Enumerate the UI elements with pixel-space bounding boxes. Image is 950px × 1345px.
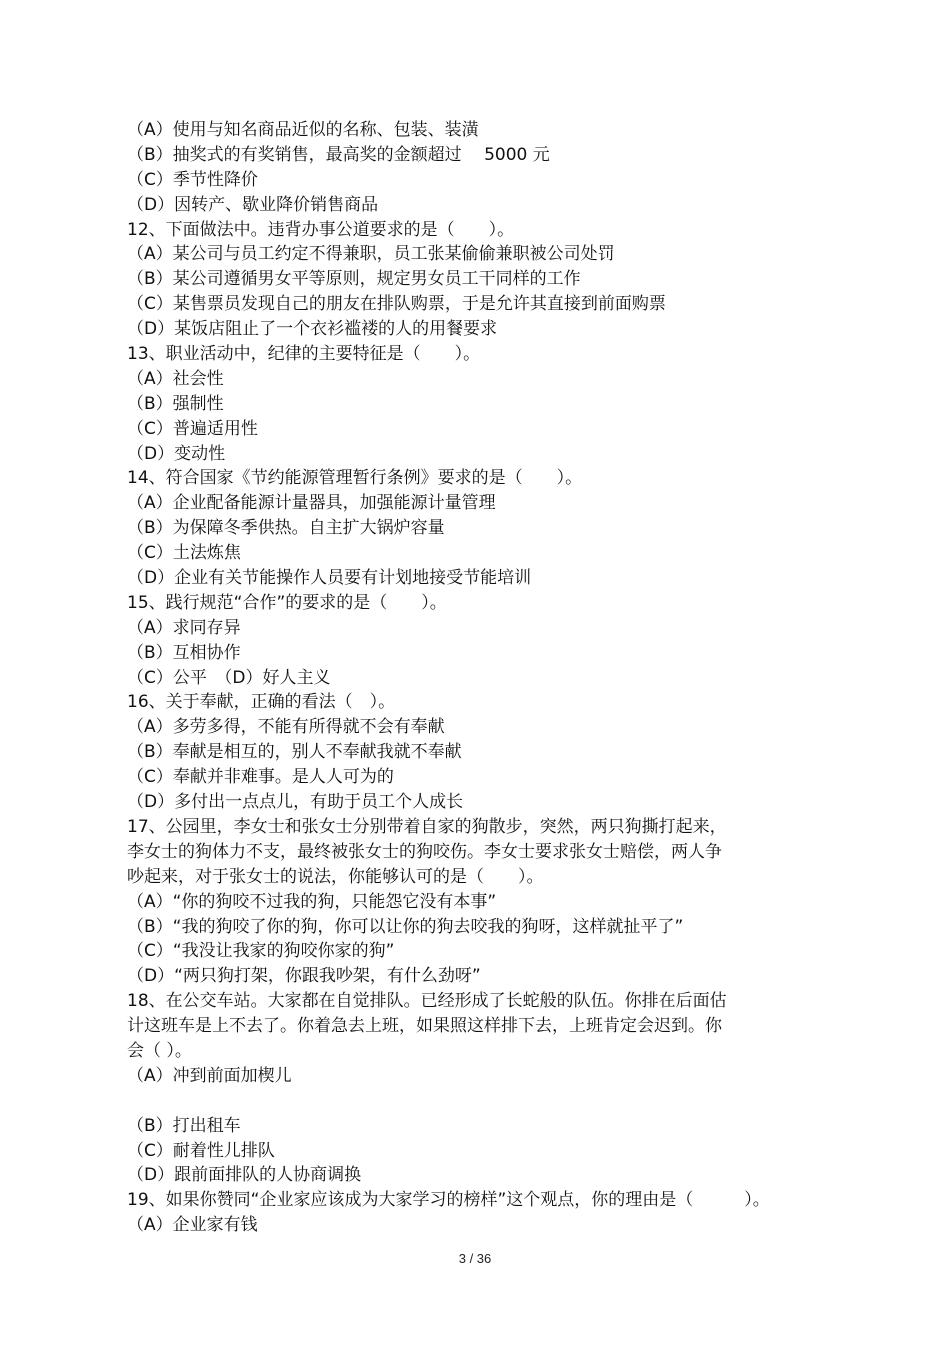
text-line: （A）社会性 — [127, 368, 224, 389]
text-line: 会（ ）。 — [127, 1040, 192, 1061]
text-line: （D）变动性 — [127, 443, 226, 464]
text-line: （A）某公司与员工约定不得兼职，员工张某偷偷兼职被公司处罚 — [127, 244, 615, 265]
text-line: （D）“两只狗打架，你跟我吵架，有什么劲呀” — [127, 966, 481, 987]
text-line: （A）冲到前面加楔儿 — [127, 1065, 292, 1086]
text-line: （D）企业有关节能操作人员要有计划地接受节能培训 — [127, 568, 532, 589]
text-line: （B）强制性 — [127, 393, 224, 414]
text-line: （B）某公司遵循男女平等原则，规定男女员工干同样的工作 — [127, 269, 581, 290]
text-line: 17、公园里，李女士和张女士分别带着自家的狗散步，突然，两只狗撕打起来， — [127, 816, 727, 837]
text-line: 15、践行规范“合作”的要求的是（ ）。 — [127, 592, 447, 613]
text-line: （A）求同存异 — [127, 617, 241, 638]
text-line: 19、如果你赞同“企业家应该成为大家学习的榜样”这个观点，你的理由是（ ）。 — [127, 1190, 770, 1211]
text-line: （D）多付出一点点儿，有助于员工个人成长 — [127, 792, 464, 813]
text-line: （C）季节性降价 — [127, 169, 258, 190]
page-body — [127, 118, 827, 1238]
text-line: （A）多劳多得，不能有所得就不会有奉献 — [127, 717, 445, 738]
text-line: 12、下面做法中。违背办事公道要求的是（ ）。 — [127, 219, 515, 240]
text-line: 13、职业活动中，纪律的主要特征是（ ）。 — [127, 344, 481, 365]
text-line: （C）“我没让我家的狗咬你家的狗” — [127, 941, 395, 962]
text-line: （D）因转产、歇业降价销售商品 — [127, 194, 379, 215]
page-number: 3 / 36 — [458, 1251, 492, 1266]
text-line: （C）普遍适用性 — [127, 418, 258, 439]
blank-line — [127, 1089, 827, 1114]
text-line: （B）抽奖式的有奖销售，最高奖的金额超过 5000 元 — [127, 144, 550, 165]
text-line: （C）耐着性儿排队 — [127, 1140, 275, 1161]
text-line: （A）使用与知名商品近似的名称、包装、装潢 — [127, 120, 479, 140]
text-line: （B）奉献是相互的，别人不奉献我就不奉献 — [127, 742, 462, 763]
text-line: 16、关于奉献，正确的看法（ ）。 — [127, 692, 396, 713]
text-line: （C）奉献并非难事。是人人可为的 — [127, 767, 394, 788]
text-line: （C）土法炼焦 — [127, 543, 241, 564]
text-line: （A）“你的狗咬不过我的狗，只能怨它没有本事” — [127, 891, 497, 912]
text-line: （B）互相协作 — [127, 642, 241, 663]
text-line: 14、符合国家《节约能源管理暂行条例》要求的是（ ）。 — [127, 468, 583, 489]
text-line: 18、在公交车站。大家都在自觉排队。已经形成了长蛇般的队伍。你排在后面估 — [127, 991, 727, 1012]
text-line: （B）为保障冬季供热。自主扩大锅炉容量 — [127, 518, 445, 539]
text-line: 李女士的狗体力不支，最终被张女士的狗咬伤。李女士要求张女士赔偿，两人争 — [127, 841, 722, 862]
text-line: （D）某饭店阻止了一个衣衫褴褛的人的用餐要求 — [127, 319, 498, 340]
text-line: （C）某售票员发现自己的朋友在排队购票，于是允许其直接到前面购票 — [127, 294, 666, 315]
text-line: （B）“我的狗咬了你的狗，你可以让你的狗去咬我的狗呀，这样就扯平了” — [127, 916, 684, 937]
text-line: （C）公平 （D）好人主义 — [127, 667, 331, 688]
text-line: （D）跟前面排队的人协商调换 — [127, 1165, 362, 1186]
text-line: 吵起来，对于张女士的说法，你能够认可的是（ ）。 — [127, 866, 544, 887]
text-line: （A）企业家有钱 — [127, 1215, 258, 1236]
text-line: （A）企业配备能源计量器具，加强能源计量管理 — [127, 493, 496, 514]
text-line: 计这班车是上不去了。你着急去上班，如果照这样排下去，上班肯定会迟到。你 — [127, 1016, 722, 1037]
text-line: （B）打出租车 — [127, 1115, 241, 1136]
